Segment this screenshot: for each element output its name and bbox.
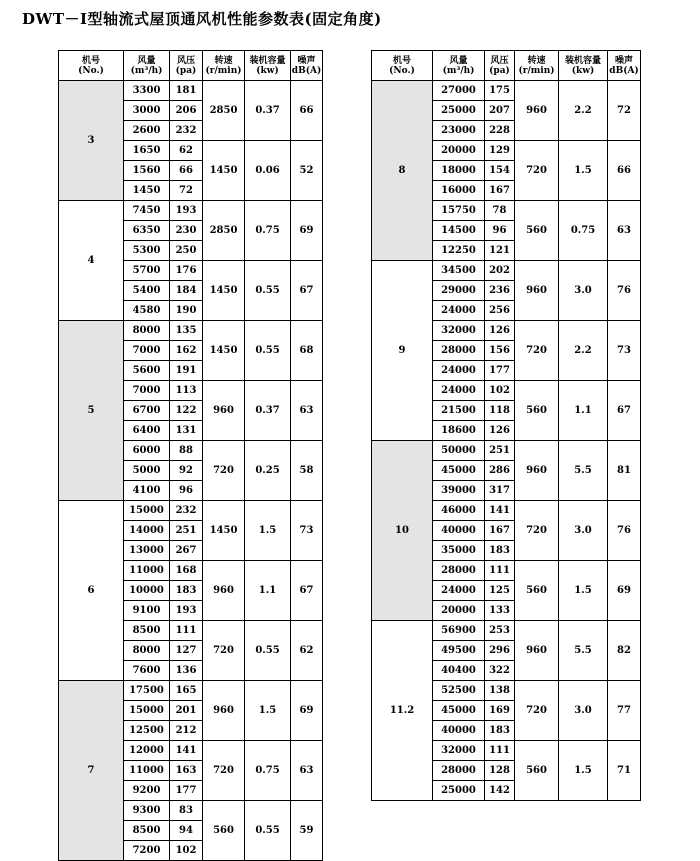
header-row xyxy=(372,51,641,81)
speed-cell: 720 xyxy=(515,681,559,741)
header-noise: 噪声 dB(A) xyxy=(608,51,641,81)
airflow-cell: 2600 xyxy=(124,121,170,141)
speed-cell: 2850 xyxy=(203,201,245,261)
pressure-cell: 193 xyxy=(170,601,203,621)
pressure-cell: 92 xyxy=(170,461,203,481)
header-airflow: 风量 (m³/h) xyxy=(433,51,485,81)
pressure-cell: 202 xyxy=(485,261,515,281)
pressure-cell: 102 xyxy=(170,841,203,861)
speed-cell: 720 xyxy=(203,741,245,801)
pressure-cell: 121 xyxy=(485,241,515,261)
power-cell: 0.25 xyxy=(245,441,291,501)
pressure-cell: 94 xyxy=(170,821,203,841)
pressure-cell: 162 xyxy=(170,341,203,361)
airflow-cell: 46000 xyxy=(433,501,485,521)
airflow-cell: 7450 xyxy=(124,201,170,221)
speed-cell: 560 xyxy=(515,201,559,261)
pressure-cell: 127 xyxy=(170,641,203,661)
pressure-cell: 83 xyxy=(170,801,203,821)
power-cell: 0.55 xyxy=(245,321,291,381)
pressure-cell: 156 xyxy=(485,341,515,361)
pressure-cell: 207 xyxy=(485,101,515,121)
pressure-cell: 165 xyxy=(170,681,203,701)
power-cell: 0.06 xyxy=(245,141,291,201)
airflow-cell: 11000 xyxy=(124,561,170,581)
noise-cell: 63 xyxy=(291,381,323,441)
speed-cell: 720 xyxy=(515,141,559,201)
pressure-cell: 181 xyxy=(170,81,203,101)
pressure-cell: 163 xyxy=(170,761,203,781)
airflow-cell: 5700 xyxy=(124,261,170,281)
pressure-cell: 118 xyxy=(485,401,515,421)
pressure-cell: 201 xyxy=(170,701,203,721)
airflow-cell: 28000 xyxy=(433,561,485,581)
pressure-cell: 228 xyxy=(485,121,515,141)
speed-cell: 720 xyxy=(515,501,559,561)
airflow-cell: 15750 xyxy=(433,201,485,221)
airflow-cell: 49500 xyxy=(433,641,485,661)
noise-cell: 67 xyxy=(608,381,641,441)
pressure-cell: 191 xyxy=(170,361,203,381)
power-cell: 2.2 xyxy=(559,81,608,141)
noise-cell: 71 xyxy=(608,741,641,801)
header-row xyxy=(59,51,323,81)
airflow-cell: 32000 xyxy=(433,741,485,761)
noise-cell: 67 xyxy=(291,261,323,321)
airflow-cell: 4100 xyxy=(124,481,170,501)
airflow-cell: 24000 xyxy=(433,361,485,381)
pressure-cell: 141 xyxy=(170,741,203,761)
noise-cell: 73 xyxy=(291,501,323,561)
speed-cell: 1450 xyxy=(203,321,245,381)
speed-cell: 720 xyxy=(203,621,245,681)
power-cell: 1.1 xyxy=(245,561,291,621)
pressure-cell: 177 xyxy=(485,361,515,381)
noise-cell: 81 xyxy=(608,441,641,501)
airflow-cell: 7600 xyxy=(124,661,170,681)
airflow-cell: 14000 xyxy=(124,521,170,541)
speed-cell: 1450 xyxy=(203,261,245,321)
airflow-cell: 24000 xyxy=(433,581,485,601)
header-power: 装机容量 (kw) xyxy=(245,51,291,81)
model-number-cell: 9 xyxy=(372,261,433,441)
noise-cell: 69 xyxy=(608,561,641,621)
power-cell: 3.0 xyxy=(559,501,608,561)
power-cell: 0.37 xyxy=(245,381,291,441)
power-cell: 3.0 xyxy=(559,681,608,741)
airflow-cell: 32000 xyxy=(433,321,485,341)
airflow-cell: 10000 xyxy=(124,581,170,601)
airflow-cell: 3000 xyxy=(124,101,170,121)
model-number-cell: 5 xyxy=(59,321,124,501)
speed-cell: 560 xyxy=(515,561,559,621)
pressure-cell: 251 xyxy=(485,441,515,461)
speed-cell: 960 xyxy=(515,441,559,501)
airflow-cell: 56900 xyxy=(433,621,485,641)
header-noise: 噪声 dB(A) xyxy=(291,51,323,81)
pressure-cell: 111 xyxy=(170,621,203,641)
airflow-cell: 5300 xyxy=(124,241,170,261)
pressure-cell: 126 xyxy=(485,321,515,341)
power-cell: 0.37 xyxy=(245,81,291,141)
airflow-cell: 3300 xyxy=(124,81,170,101)
performance-table-right xyxy=(371,50,641,801)
model-number-cell: 4 xyxy=(59,201,124,321)
airflow-cell: 1450 xyxy=(124,181,170,201)
airflow-cell: 8500 xyxy=(124,621,170,641)
pressure-cell: 251 xyxy=(170,521,203,541)
pressure-cell: 154 xyxy=(485,161,515,181)
table-row xyxy=(59,321,323,341)
speed-cell: 1450 xyxy=(203,141,245,201)
noise-cell: 66 xyxy=(291,81,323,141)
model-number-cell: 7 xyxy=(59,681,124,861)
airflow-cell: 1560 xyxy=(124,161,170,181)
noise-cell: 77 xyxy=(608,681,641,741)
airflow-cell: 28000 xyxy=(433,761,485,781)
airflow-cell: 15000 xyxy=(124,501,170,521)
noise-cell: 67 xyxy=(291,561,323,621)
noise-cell: 73 xyxy=(608,321,641,381)
pressure-cell: 167 xyxy=(485,521,515,541)
pressure-cell: 184 xyxy=(170,281,203,301)
pressure-cell: 102 xyxy=(485,381,515,401)
pressure-cell: 253 xyxy=(485,621,515,641)
speed-cell: 1450 xyxy=(203,501,245,561)
pressure-cell: 250 xyxy=(170,241,203,261)
pressure-cell: 286 xyxy=(485,461,515,481)
speed-cell: 960 xyxy=(515,81,559,141)
airflow-cell: 24000 xyxy=(433,381,485,401)
power-cell: 1.5 xyxy=(245,501,291,561)
header-model: 机号 (No.) xyxy=(59,51,124,81)
airflow-cell: 40000 xyxy=(433,721,485,741)
noise-cell: 72 xyxy=(608,81,641,141)
airflow-cell: 8500 xyxy=(124,821,170,841)
airflow-cell: 13000 xyxy=(124,541,170,561)
model-number-cell: 8 xyxy=(372,81,433,261)
pressure-cell: 256 xyxy=(485,301,515,321)
airflow-cell: 7000 xyxy=(124,341,170,361)
model-number-cell: 6 xyxy=(59,501,124,681)
noise-cell: 52 xyxy=(291,141,323,201)
table-row xyxy=(372,621,641,641)
power-cell: 1.5 xyxy=(245,681,291,741)
airflow-cell: 7000 xyxy=(124,381,170,401)
noise-cell: 66 xyxy=(608,141,641,201)
airflow-cell: 11000 xyxy=(124,761,170,781)
airflow-cell: 20000 xyxy=(433,141,485,161)
pressure-cell: 88 xyxy=(170,441,203,461)
airflow-cell: 6400 xyxy=(124,421,170,441)
pressure-cell: 126 xyxy=(485,421,515,441)
page-title: DWT－Ⅰ型轴流式屋顶通风机性能参数表(固定角度) xyxy=(22,10,382,28)
table-row xyxy=(59,201,323,221)
airflow-cell: 28000 xyxy=(433,341,485,361)
power-cell: 1.1 xyxy=(559,381,608,441)
airflow-cell: 23000 xyxy=(433,121,485,141)
pressure-cell: 183 xyxy=(485,721,515,741)
pressure-cell: 111 xyxy=(485,561,515,581)
pressure-cell: 183 xyxy=(485,541,515,561)
airflow-cell: 52500 xyxy=(433,681,485,701)
header-airflow: 风量 (m³/h) xyxy=(124,51,170,81)
pressure-cell: 206 xyxy=(170,101,203,121)
power-cell: 0.55 xyxy=(245,261,291,321)
speed-cell: 960 xyxy=(203,681,245,741)
pressure-cell: 96 xyxy=(170,481,203,501)
pressure-cell: 230 xyxy=(170,221,203,241)
pressure-cell: 183 xyxy=(170,581,203,601)
airflow-cell: 18600 xyxy=(433,421,485,441)
speed-cell: 960 xyxy=(515,261,559,321)
noise-cell: 68 xyxy=(291,321,323,381)
airflow-cell: 6000 xyxy=(124,441,170,461)
pressure-cell: 236 xyxy=(485,281,515,301)
pressure-cell: 296 xyxy=(485,641,515,661)
pressure-cell: 168 xyxy=(170,561,203,581)
speed-cell: 2850 xyxy=(203,81,245,141)
power-cell: 1.5 xyxy=(559,741,608,801)
airflow-cell: 45000 xyxy=(433,461,485,481)
header-speed: 转速 (r/min) xyxy=(515,51,559,81)
airflow-cell: 12250 xyxy=(433,241,485,261)
table-row xyxy=(372,81,641,101)
noise-cell: 69 xyxy=(291,681,323,741)
power-cell: 0.75 xyxy=(245,741,291,801)
table-row xyxy=(59,81,323,101)
noise-cell: 63 xyxy=(608,201,641,261)
airflow-cell: 5400 xyxy=(124,281,170,301)
airflow-cell: 20000 xyxy=(433,601,485,621)
header-model: 机号 (No.) xyxy=(372,51,433,81)
speed-cell: 960 xyxy=(203,381,245,441)
pressure-cell: 113 xyxy=(170,381,203,401)
pressure-cell: 176 xyxy=(170,261,203,281)
power-cell: 5.5 xyxy=(559,441,608,501)
pressure-cell: 267 xyxy=(170,541,203,561)
table-row xyxy=(372,441,641,461)
airflow-cell: 21500 xyxy=(433,401,485,421)
pressure-cell: 125 xyxy=(485,581,515,601)
header-pressure: 风压 (pa) xyxy=(485,51,515,81)
airflow-cell: 40400 xyxy=(433,661,485,681)
power-cell: 0.75 xyxy=(559,201,608,261)
pressure-cell: 111 xyxy=(485,741,515,761)
pressure-cell: 142 xyxy=(485,781,515,801)
pressure-cell: 141 xyxy=(485,501,515,521)
pressure-cell: 135 xyxy=(170,321,203,341)
noise-cell: 69 xyxy=(291,201,323,261)
power-cell: 5.5 xyxy=(559,621,608,681)
power-cell: 3.0 xyxy=(559,261,608,321)
table-body-left xyxy=(59,81,323,861)
pressure-cell: 78 xyxy=(485,201,515,221)
header-power: 装机容量 (kw) xyxy=(559,51,608,81)
airflow-cell: 35000 xyxy=(433,541,485,561)
pressure-cell: 190 xyxy=(170,301,203,321)
noise-cell: 82 xyxy=(608,621,641,681)
power-cell: 0.55 xyxy=(245,801,291,861)
speed-cell: 560 xyxy=(515,381,559,441)
airflow-cell: 9300 xyxy=(124,801,170,821)
power-cell: 0.55 xyxy=(245,621,291,681)
model-number-cell: 10 xyxy=(372,441,433,621)
pressure-cell: 72 xyxy=(170,181,203,201)
noise-cell: 76 xyxy=(608,261,641,321)
airflow-cell: 4580 xyxy=(124,301,170,321)
airflow-cell: 24000 xyxy=(433,301,485,321)
airflow-cell: 15000 xyxy=(124,701,170,721)
table-body-right xyxy=(372,81,641,801)
power-cell: 0.75 xyxy=(245,201,291,261)
pressure-cell: 138 xyxy=(485,681,515,701)
pressure-cell: 62 xyxy=(170,141,203,161)
pressure-cell: 136 xyxy=(170,661,203,681)
pressure-cell: 232 xyxy=(170,501,203,521)
pressure-cell: 212 xyxy=(170,721,203,741)
speed-cell: 560 xyxy=(203,801,245,861)
speed-cell: 960 xyxy=(515,621,559,681)
airflow-cell: 25000 xyxy=(433,781,485,801)
pressure-cell: 96 xyxy=(485,221,515,241)
pressure-cell: 131 xyxy=(170,421,203,441)
power-cell: 1.5 xyxy=(559,561,608,621)
pressure-cell: 128 xyxy=(485,761,515,781)
pressure-cell: 129 xyxy=(485,141,515,161)
airflow-cell: 18000 xyxy=(433,161,485,181)
airflow-cell: 40000 xyxy=(433,521,485,541)
airflow-cell: 12000 xyxy=(124,741,170,761)
airflow-cell: 39000 xyxy=(433,481,485,501)
airflow-cell: 6700 xyxy=(124,401,170,421)
airflow-cell: 17500 xyxy=(124,681,170,701)
pressure-cell: 175 xyxy=(485,81,515,101)
airflow-cell: 5600 xyxy=(124,361,170,381)
power-cell: 1.5 xyxy=(559,141,608,201)
airflow-cell: 34500 xyxy=(433,261,485,281)
airflow-cell: 6350 xyxy=(124,221,170,241)
pressure-cell: 169 xyxy=(485,701,515,721)
pressure-cell: 122 xyxy=(170,401,203,421)
speed-cell: 720 xyxy=(515,321,559,381)
noise-cell: 63 xyxy=(291,741,323,801)
noise-cell: 58 xyxy=(291,441,323,501)
pressure-cell: 232 xyxy=(170,121,203,141)
pressure-cell: 133 xyxy=(485,601,515,621)
airflow-cell: 9200 xyxy=(124,781,170,801)
pressure-cell: 167 xyxy=(485,181,515,201)
pressure-cell: 177 xyxy=(170,781,203,801)
airflow-cell: 8000 xyxy=(124,641,170,661)
airflow-cell: 29000 xyxy=(433,281,485,301)
noise-cell: 76 xyxy=(608,501,641,561)
noise-cell: 59 xyxy=(291,801,323,861)
table-row xyxy=(372,261,641,281)
airflow-cell: 45000 xyxy=(433,701,485,721)
model-number-cell: 11.2 xyxy=(372,621,433,801)
speed-cell: 960 xyxy=(203,561,245,621)
header-pressure: 风压 (pa) xyxy=(170,51,203,81)
noise-cell: 62 xyxy=(291,621,323,681)
airflow-cell: 9100 xyxy=(124,601,170,621)
airflow-cell: 1650 xyxy=(124,141,170,161)
airflow-cell: 8000 xyxy=(124,321,170,341)
pressure-cell: 317 xyxy=(485,481,515,501)
power-cell: 2.2 xyxy=(559,321,608,381)
airflow-cell: 50000 xyxy=(433,441,485,461)
pressure-cell: 193 xyxy=(170,201,203,221)
speed-cell: 560 xyxy=(515,741,559,801)
airflow-cell: 5000 xyxy=(124,461,170,481)
pressure-cell: 66 xyxy=(170,161,203,181)
speed-cell: 720 xyxy=(203,441,245,501)
table-row xyxy=(59,501,323,521)
pressure-cell: 322 xyxy=(485,661,515,681)
airflow-cell: 27000 xyxy=(433,81,485,101)
airflow-cell: 7200 xyxy=(124,841,170,861)
header-speed: 转速 (r/min) xyxy=(203,51,245,81)
airflow-cell: 25000 xyxy=(433,101,485,121)
table-row xyxy=(59,681,323,701)
airflow-cell: 16000 xyxy=(433,181,485,201)
airflow-cell: 14500 xyxy=(433,221,485,241)
airflow-cell: 12500 xyxy=(124,721,170,741)
model-number-cell: 3 xyxy=(59,81,124,201)
performance-table-left xyxy=(58,50,323,861)
